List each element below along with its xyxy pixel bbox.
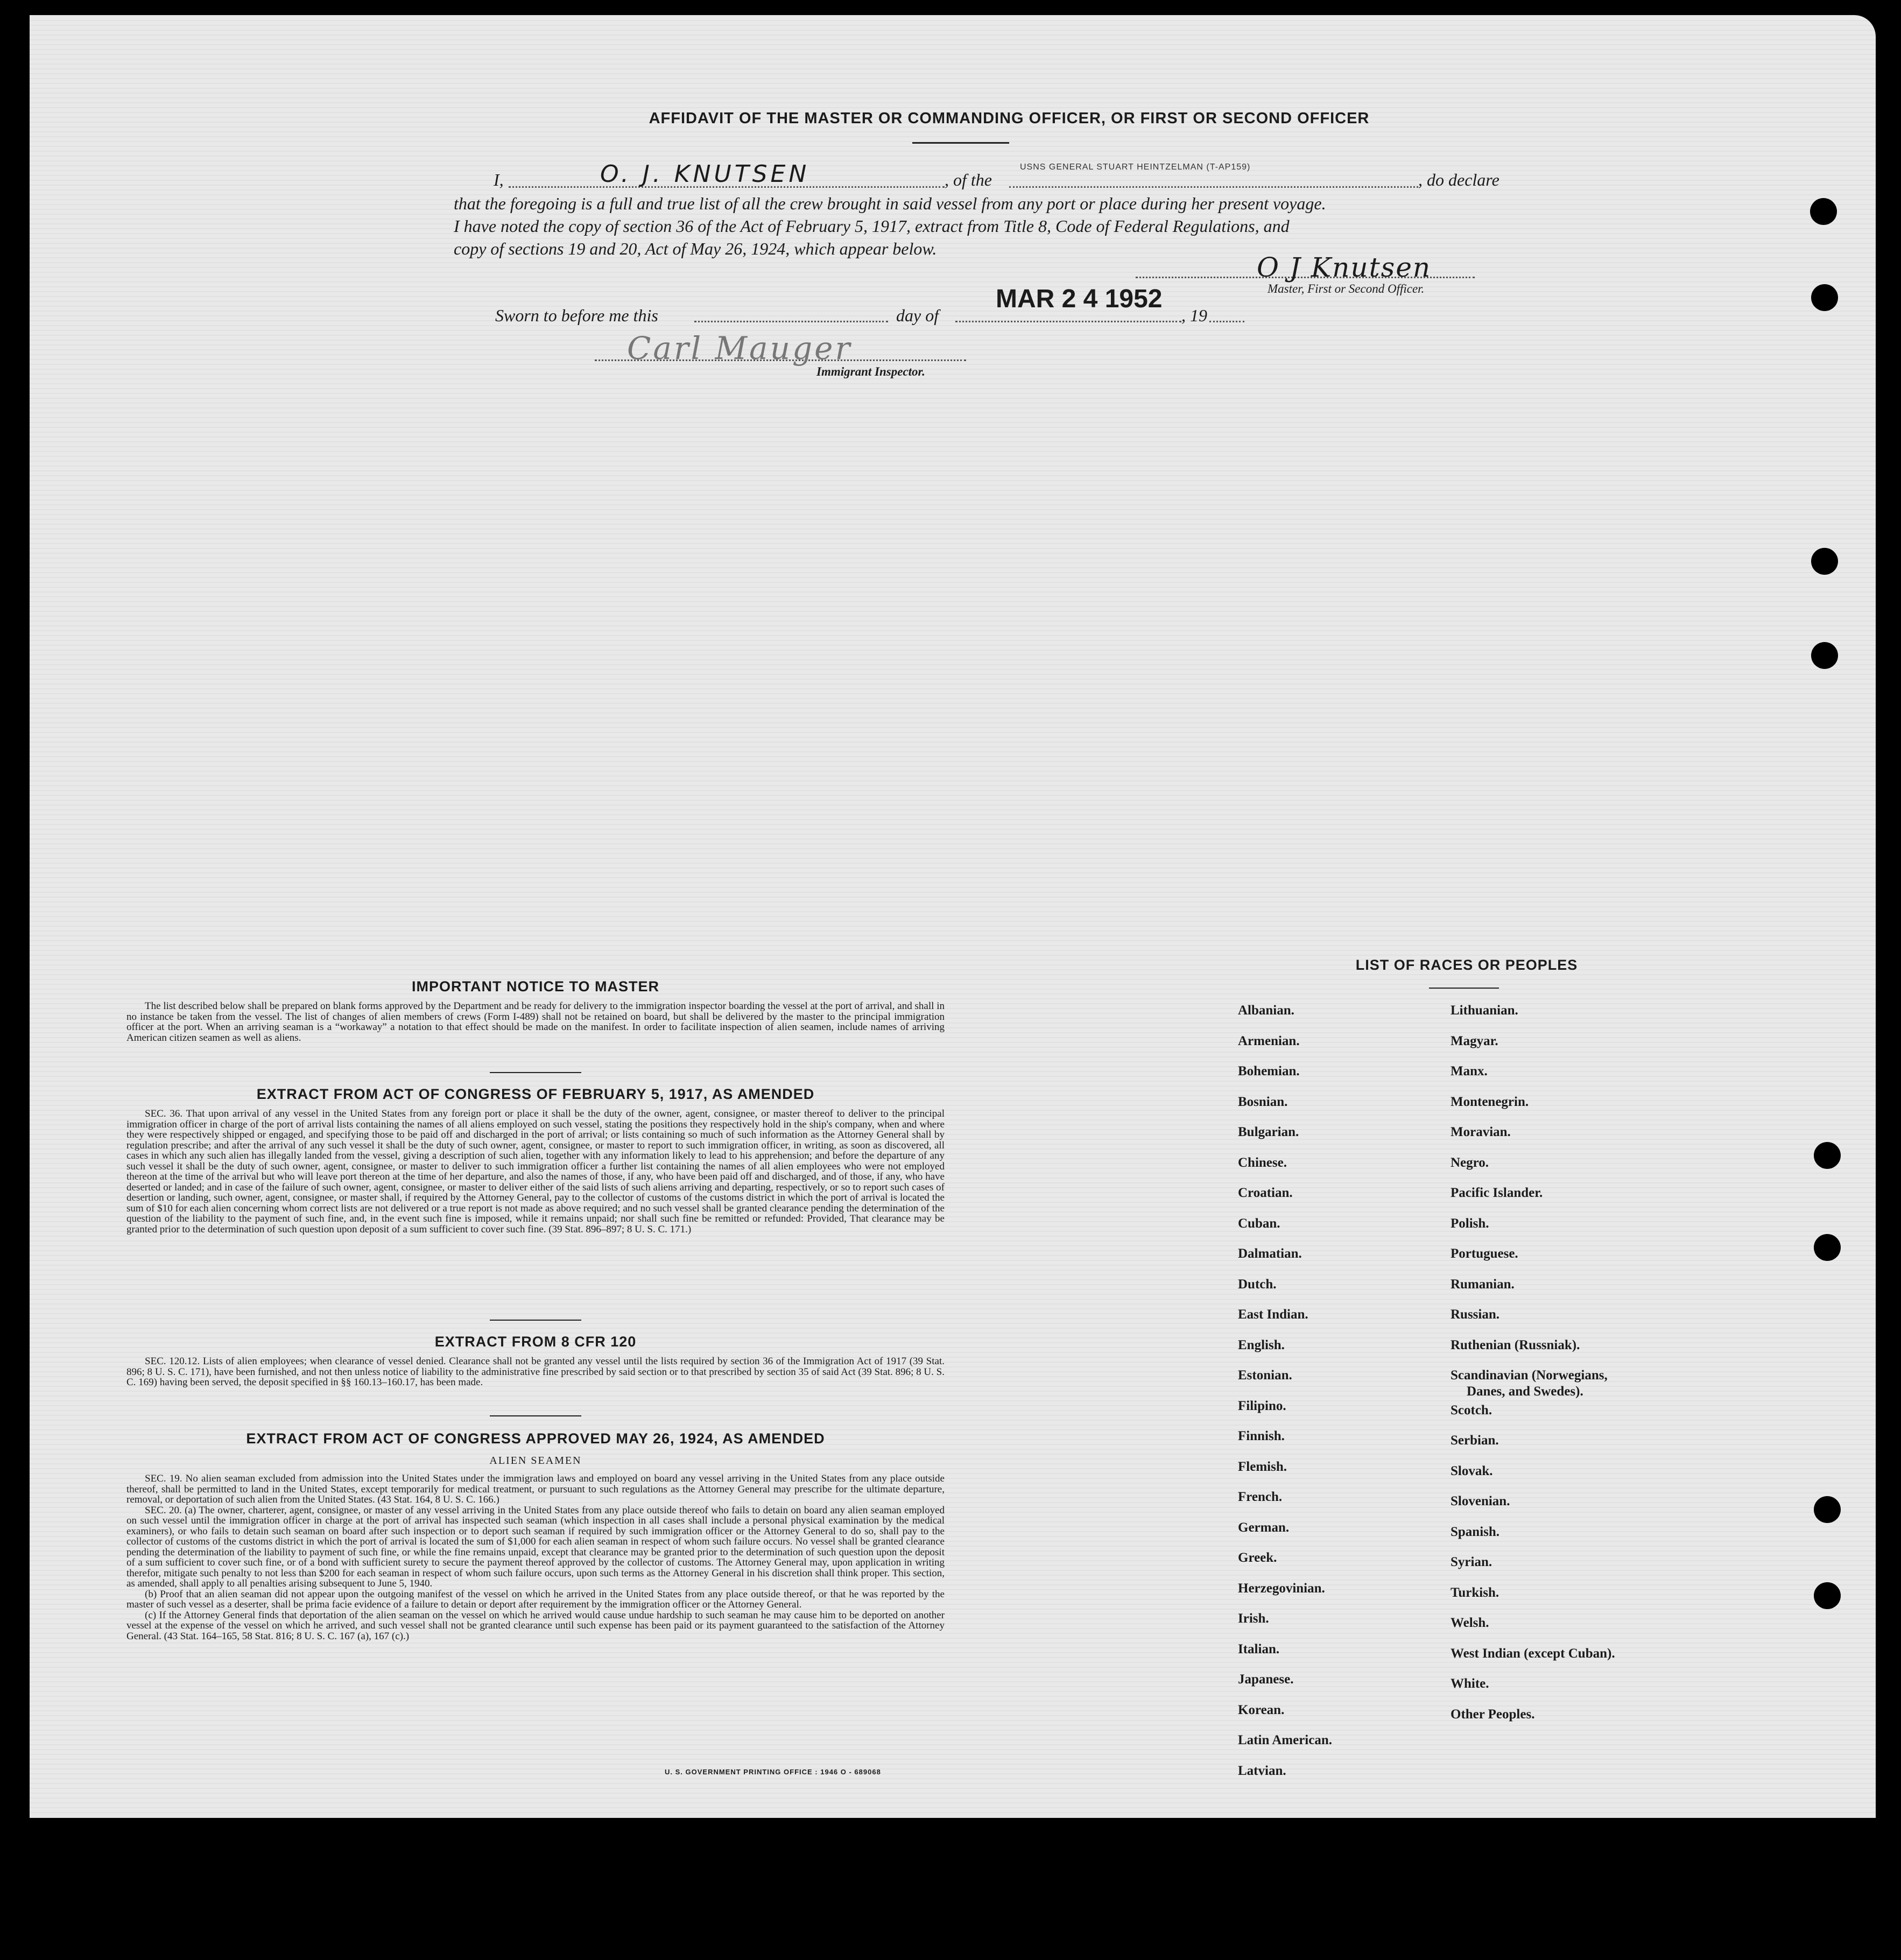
race-item: Moravian. (1451, 1125, 1511, 1139)
race-item: Welsh. (1451, 1616, 1489, 1630)
race-item: Negro. (1451, 1155, 1489, 1170)
year-label: , 19 (1181, 306, 1207, 325)
divider-2 (490, 1320, 581, 1321)
race-item: Russian. (1451, 1307, 1500, 1322)
race-item: Serbian. (1451, 1433, 1499, 1448)
binder-hole (1814, 1142, 1841, 1169)
race-item: Chinese. (1238, 1155, 1287, 1170)
race-item: Rumanian. (1451, 1277, 1515, 1292)
race-item: Herzegovinian. (1238, 1581, 1325, 1596)
race-item: Filipino. (1238, 1398, 1286, 1413)
binder-hole (1814, 1496, 1841, 1523)
binder-hole (1814, 1582, 1841, 1609)
binder-hole (1811, 284, 1838, 311)
race-item: Greek. (1238, 1550, 1277, 1565)
document-page (30, 15, 1876, 1818)
i-label: I, (494, 170, 504, 189)
race-item: Lithuanian. (1451, 1003, 1518, 1018)
extract-1917-text: SEC. 36. That upon arrival of any vessel in the United States from any foreign port or place it shall be the duty of the owner, agent, consignee, or master thereof to deliver to the principal immigration officer in charge of the port of arrival lists containing the names of all aliens employed on such vessel, stating the positions they respectively hold in the ship's company, when and where they were respectively shipped or engaged, and specifying those to be paid off and discharged in the port of arrival; or lists containing so much of such information as the Attorney General shall by regulation prescribe; and after the arrival of any such vessel it shall be the duty of such owner, agent, consignee, or master to report to such immigration officer, in writing, as soon as discovered, all cases in which any such alien has illegally landed from the vessel, giving a description of such alien, together with any information likely to lead to his apprehension; and before the departure of any such vessel it shall be the duty of such owner, agent, consignee, or master to deliver to such immigration officer a further list containing the names of all alien employees who were not employed thereon at the time of the arrival but who will leave port thereon at the time of her departure, and also the names of those, if any, who have been paid off and discharged, and of those, if any, who have deserted or landed; and in case of the failure of such owner, agent, consignee, or master to deliver either of the said lists of such aliens arriving and departing, respectively, or so to report such cases of desertion or landing, such owner, agent, consignee, or master shall, if required by the Attorney General, pay to the collector of customs of the customs district in which the port of arrival is located the sum of $10 for each alien concerning whom correct lists are not delivered or a true report is not made as above required; and no such vessel shall be granted clearance pending the determination of the question of the liability to the payment of such fine, and, in the event such fine is imposed, while it remains unpaid; nor shall such fine be remitted or refunded: Provided, That clearance may be granted prior to the determination of such question upon deposit of a sum sufficient to cover such fine. (39 Stat. 896–897; 8 U. S. C. 171.) (126, 1108, 945, 1235)
race-item: Korean. (1238, 1702, 1285, 1717)
race-item: Estonian. (1238, 1368, 1292, 1383)
race-item: Slovak. (1451, 1463, 1493, 1478)
notice-text: The list described below shall be prepared on blank forms approved by the Department and be ready for delivery to the immigration inspector boarding the vessel at the port of arrival, and shall in no instance be taken from the vessel. The list of changes of alien members of crews (Form I-489) shall not be retained on board, but shall be delivered by the master to the principal immigration officer at the port. When an arriving seaman is a “workaway” a notation to that effect should be made on the manifest. In order to facilitate inspection of alien seamen, include names of arriving American citizen seamen as well as aliens. (126, 1000, 945, 1044)
races-divider (1429, 988, 1499, 989)
master-caption: Master, First or Second Officer. (1268, 282, 1425, 295)
notice-title: IMPORTANT NOTICE TO MASTER (412, 978, 659, 995)
cfr-title: EXTRACT FROM 8 CFR 120 (434, 1334, 637, 1350)
divider-3 (490, 1415, 581, 1416)
race-item: East Indian. (1238, 1307, 1308, 1322)
sec-19: SEC. 19. No alien seaman excluded from admission into the United States under the immigration laws and employed on board any vessel arriving in the United States from any place outside thereof, shall be permitted to land in the United States, except temporarily for medical treatment, or pursuant to such regulations as the Attorney General may prescribe for the ultimate departure, removal, or deportation of such alien from the United States. (43 Stat. 164, 8 U. S. C. 166.) (126, 1473, 945, 1505)
binder-hole (1811, 548, 1838, 575)
affidavit-line-3: I have noted the copy of section 36 of the Act of February 5, 1917, extract from Title 8, Code of Federal Regulations, and (454, 216, 1290, 236)
binder-hole (1811, 642, 1838, 669)
affidavit-line-2: that the foregoing is a full and true list of all the crew brought in said vessel from any port or place during her present voyage. (454, 194, 1326, 213)
sec-20-c: (c) If the Attorney General finds that deportation of the alien seaman on the vessel on which he arrived would cause undue hardship to such seaman he may cause him to be deported on another vessel at the expense of the vessel on which he arrived, and such vessel shall not be granted clearance until such expense has been paid or its payment guaranteed to the satisfaction of the Attorney General. (43 Stat. 164–165, 58 Stat. 816; 8 U. S. C. 167 (a), 167 (c).) (126, 1609, 945, 1642)
race-item: German. (1238, 1520, 1290, 1535)
race-item: Latvian. (1238, 1763, 1286, 1778)
binder-hole (1810, 198, 1837, 225)
race-item: Manx. (1451, 1064, 1488, 1078)
vessel-name: USNS GENERAL STUART HEINTZELMAN (T-AP159) (1020, 163, 1251, 172)
race-item: West Indian (except Cuban). (1451, 1646, 1615, 1661)
race-item: Bohemian. (1238, 1064, 1300, 1078)
race-item: Latin American. (1238, 1733, 1332, 1747)
divider-1 (490, 1072, 581, 1073)
race-item: Irish. (1238, 1611, 1269, 1626)
race-item: Italian. (1238, 1641, 1280, 1656)
extract-1924-title: EXTRACT FROM ACT OF CONGRESS APPROVED MAY 26, 1924, AS AMENDED (246, 1430, 825, 1447)
affidavit-line-4: copy of sections 19 and 20, Act of May 26, 1924, which appear below. (454, 239, 937, 258)
master-signature: O J Knutsen (1257, 252, 1432, 283)
do-declare-label: , do declare (1418, 170, 1499, 189)
sworn-day-line (694, 321, 888, 322)
race-item: Dalmatian. (1238, 1246, 1302, 1261)
race-item: Polish. (1451, 1216, 1489, 1231)
race-item: Japanese. (1238, 1672, 1294, 1687)
race-item: Cuban. (1238, 1216, 1280, 1231)
race-item: English. (1238, 1337, 1285, 1352)
of-the-label: , of the (945, 170, 992, 189)
race-item: Montenegrin. (1451, 1094, 1529, 1109)
sec-20-b: (b) Proof that an alien seaman did not appear upon the outgoing manifest of the vessel on which he arrived in the United States from any place outside thereof, or that he was reported by the master of such vessel as a deserter, shall be prima facie evidence of a failure to detain or deport after requirement by the immigration officer or the Attorney General. (126, 1588, 945, 1610)
race-item: Other Peoples. (1451, 1707, 1535, 1722)
race-item: Syrian. (1451, 1555, 1492, 1569)
race-item: Croatian. (1238, 1186, 1293, 1200)
master-name: O. J. KNUTSEN (600, 160, 810, 188)
cfr-text: SEC. 120.12. Lists of alien employees; when clearance of vessel denied. Clearance shall not be granted any vessel until the lists required by section 36 of the Immigration Act of 1917 (39 Stat. 896; 8 U. S. C. 171), have been furnished, and not then unless notice of liability to the administrative fine prescribed by said section or to that prescribed by section 35 of said Act (39 Stat. 896; 8 U. S. C. 169) having been served, the deposit specified in §§ 160.13–160.17, has been made. (126, 1356, 945, 1388)
race-item: Pacific Islander. (1451, 1186, 1543, 1200)
date-stamp: MAR 2 4 1952 (996, 285, 1163, 313)
vessel-line (1009, 186, 1418, 188)
race-item: Dutch. (1238, 1277, 1277, 1292)
inspector-caption: Immigrant Inspector. (816, 365, 925, 378)
race-item: Scandinavian (Norwegians, (1451, 1368, 1608, 1383)
extract-1924-text (126, 1473, 945, 1641)
race-item: Armenian. (1238, 1033, 1300, 1048)
race-item: Turkish. (1451, 1585, 1499, 1600)
race-item: Slovenian. (1451, 1494, 1510, 1508)
affidavit-title: AFFIDAVIT OF THE MASTER OR COMMANDING OFFICER, OR FIRST OR SECOND OFFICER (649, 110, 1370, 127)
race-item: Bulgarian. (1238, 1125, 1299, 1139)
race-item: White. (1451, 1676, 1489, 1691)
race-item: French. (1238, 1490, 1283, 1504)
race-item: Magyar. (1451, 1033, 1498, 1048)
year-line (1209, 321, 1244, 322)
race-item: Portuguese. (1451, 1246, 1518, 1261)
extract-1917-title: EXTRACT FROM ACT OF CONGRESS OF FEBRUARY 5, 1917, AS AMENDED (256, 1086, 815, 1102)
printing-office-footer: U. S. GOVERNMENT PRINTING OFFICE : 1946 O - 689068 (665, 1768, 881, 1776)
title-divider (912, 142, 1009, 144)
race-item: Spanish. (1451, 1524, 1500, 1539)
sec-20-a: SEC. 20. (a) The owner, charterer, agent, consignee, or master of any vessel arriving in the United States from any place outside thereof who fails to detain on board any alien seaman employed on such vessel until the immigration officer in charge at the port of arrival has inspected such seaman (which inspection in all cases shall include a personal physical examination by the medical examiners), or who fails to detain such seaman on board after such inspection or to deport such seaman if required by such immigration officer or the Attorney General to do so, shall pay to the collector of customs of the customs district in which the port of arrival is located the sum of $1,000 for each alien seaman in respect of whom such failure occurs. No vessel shall be granted clearance pending the determination of the liability to payment of such fine, or while the fine remains unpaid, except that clearance may be granted prior to the determination of such question upon the deposit of a sum sufficient to cover such fine, or of a bond with sufficient surety to secure the payment thereof approved by the collector of customs. The Attorney General may, upon application in writing therefor, mitigate such penalty to not less than $200 for each seaman in respect of whom such failure occurs, upon such terms as the Attorney General in his discretion shall think proper. This section, as amended, shall apply to all penalties arising subsequent to June 5, 1940. (126, 1504, 945, 1589)
races-title: LIST OF RACES OR PEOPLES (1355, 957, 1578, 973)
day-of-label: day of (896, 306, 939, 325)
binder-hole (1814, 1234, 1841, 1261)
race-item: Albanian. (1238, 1003, 1294, 1018)
race-item: Bosnian. (1238, 1094, 1288, 1109)
race-item: Flemish. (1238, 1459, 1287, 1474)
race-item: Finnish. (1238, 1429, 1285, 1443)
month-line (955, 321, 1181, 322)
race-item: Ruthenian (Russniak). (1451, 1337, 1580, 1352)
race-item: Scotch. (1451, 1402, 1492, 1418)
race-item: Danes, and Swedes). (1467, 1384, 1583, 1399)
extract-1924-subtitle: ALIEN SEAMEN (489, 1455, 582, 1467)
sworn-label: Sworn to before me this (495, 306, 658, 325)
inspector-signature: Carl Mauger (627, 330, 853, 366)
